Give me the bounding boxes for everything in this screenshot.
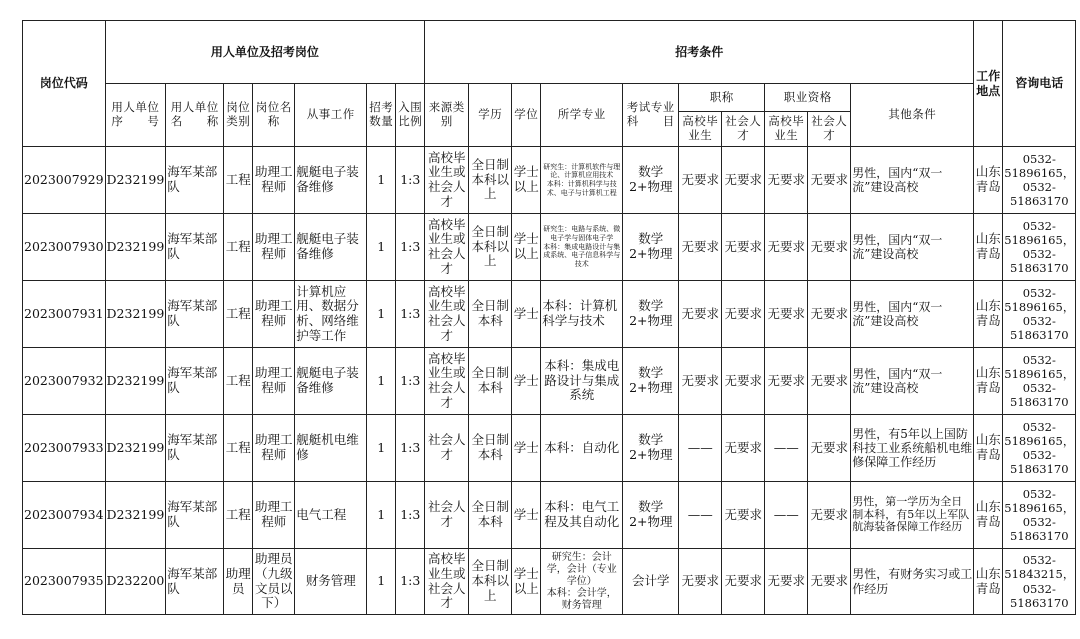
header-source: 来源类别 (425, 84, 469, 147)
cell-qual-grad: 无要求 (765, 549, 808, 615)
cell-qual-grad: 无要求 (765, 147, 808, 214)
cell-name: 海军某部队 (166, 482, 224, 549)
cell-work: 计算机应用、数据分析、网络维护等工作 (295, 281, 367, 348)
table-row (23, 147, 1076, 214)
header-place: 工作地点 (974, 21, 1003, 147)
header-major: 所学专业 (541, 84, 623, 147)
cell-source: 社会人才 (425, 415, 469, 482)
header-qual-grad: 高校毕业生 (765, 112, 808, 147)
cell-post: 助理工程师 (253, 482, 295, 549)
recruitment-table-page (22, 20, 1076, 615)
cell-work: 电气工程 (295, 482, 367, 549)
cell-phone: 0532-51896165，0532-51863170 (1003, 482, 1076, 549)
cell-degree: 学士 (512, 348, 541, 415)
cell-code: 2023007930 (23, 214, 106, 281)
cell-count: 1 (367, 214, 396, 281)
cell-seq: D232199 (105, 482, 166, 549)
table-row (23, 281, 1076, 348)
cell-qual-grad: —— (765, 415, 808, 482)
header-title-social: 社会人才 (722, 112, 765, 147)
header-unit-seq: 用人单位序 号 (105, 84, 166, 147)
cell-title-grad: 无要求 (679, 214, 722, 281)
header-qual-social: 社会人才 (808, 112, 851, 147)
cell-qual-grad: 无要求 (765, 348, 808, 415)
cell-type: 工程 (224, 348, 253, 415)
cell-major: 研究生：电路与系统、微电子学与固体电子学 本科：集成电路设计与集成系统、电子信息科学与技术 (541, 214, 623, 281)
cell-title-social: 无要求 (722, 348, 765, 415)
cell-exam: 数学2+物理 (623, 415, 679, 482)
cell-work: 财务管理 (295, 549, 367, 615)
cell-seq: D232199 (105, 281, 166, 348)
cell-count: 1 (367, 549, 396, 615)
header-work: 从事工作 (295, 84, 367, 147)
cell-phone: 0532-51896165，0532-51863170 (1003, 348, 1076, 415)
cell-place: 山东青岛 (974, 281, 1003, 348)
cell-code: 2023007935 (23, 549, 106, 615)
header-ratio: 入围比例 (396, 84, 425, 147)
cell-qual-social: 无要求 (808, 147, 851, 214)
cell-type: 工程 (224, 415, 253, 482)
cell-other: 男性，国内“双一流”建设高校 (851, 147, 974, 214)
cell-phone: 0532-51896165，0532-51863170 (1003, 214, 1076, 281)
cell-other: 男性，有财务实习或工作经历 (851, 549, 974, 615)
cell-phone: 0532-51843215，0532-51863170 (1003, 549, 1076, 615)
cell-place: 山东青岛 (974, 147, 1003, 214)
cell-edu: 全日制本科以上 (469, 147, 512, 214)
cell-source: 高校毕业生或社会人才 (425, 214, 469, 281)
cell-source: 社会人才 (425, 482, 469, 549)
cell-ratio: 1:3 (396, 415, 425, 482)
cell-major: 本科：电气工程及其自动化 (541, 482, 623, 549)
table-body (23, 147, 1076, 615)
header-count: 招考数量 (367, 84, 396, 147)
cell-code: 2023007929 (23, 147, 106, 214)
cell-name: 海军某部队 (166, 348, 224, 415)
header-qual-group: 职业资格 (765, 84, 851, 112)
cell-place: 山东青岛 (974, 348, 1003, 415)
cell-place: 山东青岛 (974, 214, 1003, 281)
cell-count: 1 (367, 147, 396, 214)
cell-seq: D232199 (105, 147, 166, 214)
cell-source: 高校毕业生或社会人才 (425, 281, 469, 348)
header-title-grad: 高校毕业生 (679, 112, 722, 147)
cell-title-social: 无要求 (722, 147, 765, 214)
cell-title-social: 无要求 (722, 549, 765, 615)
cell-title-social: 无要求 (722, 214, 765, 281)
cell-qual-social: 无要求 (808, 482, 851, 549)
cell-count: 1 (367, 348, 396, 415)
header-other: 其他条件 (851, 84, 974, 147)
cell-seq: D232199 (105, 415, 166, 482)
cell-name: 海军某部队 (166, 147, 224, 214)
cell-post: 助理工程师 (253, 147, 295, 214)
cell-title-social: 无要求 (722, 482, 765, 549)
header-conditions-group: 招考条件 (425, 21, 974, 84)
cell-type: 工程 (224, 482, 253, 549)
cell-name: 海军某部队 (166, 549, 224, 615)
cell-seq: D232199 (105, 348, 166, 415)
cell-title-social: 无要求 (722, 415, 765, 482)
cell-ratio: 1:3 (396, 348, 425, 415)
cell-name: 海军某部队 (166, 214, 224, 281)
cell-exam: 数学2+物理 (623, 348, 679, 415)
cell-post: 助理工程师 (253, 214, 295, 281)
cell-title-social: 无要求 (722, 281, 765, 348)
cell-post: 助理工程师 (253, 415, 295, 482)
cell-code: 2023007933 (23, 415, 106, 482)
cell-type: 工程 (224, 281, 253, 348)
cell-qual-social: 无要求 (808, 549, 851, 615)
table-row (23, 348, 1076, 415)
cell-code: 2023007931 (23, 281, 106, 348)
cell-phone: 0532-51896165，0532-51863170 (1003, 147, 1076, 214)
cell-exam: 数学2+物理 (623, 147, 679, 214)
cell-degree: 学士以上 (512, 214, 541, 281)
cell-degree: 学士 (512, 415, 541, 482)
cell-ratio: 1:3 (396, 549, 425, 615)
cell-qual-social: 无要求 (808, 415, 851, 482)
cell-code: 2023007932 (23, 348, 106, 415)
cell-phone: 0532-51896165，0532-51863170 (1003, 415, 1076, 482)
cell-qual-social: 无要求 (808, 348, 851, 415)
header-title-group: 职称 (679, 84, 765, 112)
cell-place: 山东青岛 (974, 549, 1003, 615)
cell-degree: 学士以上 (512, 549, 541, 615)
cell-exam: 数学2+物理 (623, 482, 679, 549)
table-row (23, 482, 1076, 549)
cell-other: 男性，国内“双一流”建设高校 (851, 348, 974, 415)
recruitment-table (22, 20, 1076, 615)
cell-ratio: 1:3 (396, 281, 425, 348)
cell-work: 舰艇机电维修 (295, 415, 367, 482)
cell-title-grad: 无要求 (679, 147, 722, 214)
cell-ratio: 1:3 (396, 214, 425, 281)
cell-code: 2023007934 (23, 482, 106, 549)
cell-qual-social: 无要求 (808, 214, 851, 281)
header-education: 学历 (469, 84, 512, 147)
cell-type: 工程 (224, 214, 253, 281)
cell-title-grad: 无要求 (679, 549, 722, 615)
cell-exam: 数学2+物理 (623, 281, 679, 348)
cell-count: 1 (367, 415, 396, 482)
cell-other: 男性，国内“双一流”建设高校 (851, 214, 974, 281)
cell-ratio: 1:3 (396, 147, 425, 214)
header-row-2 (23, 84, 1076, 112)
cell-work: 舰艇电子装备维修 (295, 147, 367, 214)
cell-degree: 学士 (512, 482, 541, 549)
table-row (23, 549, 1076, 615)
cell-source: 高校毕业生或社会人才 (425, 549, 469, 615)
cell-seq: D232199 (105, 214, 166, 281)
cell-qual-grad: 无要求 (765, 214, 808, 281)
cell-qual-grad: —— (765, 482, 808, 549)
cell-exam: 数学2+物理 (623, 214, 679, 281)
header-degree: 学位 (512, 84, 541, 147)
cell-other: 男性，第一学历为全日制本科，有5年以上军队航海装备保障工作经历 (851, 482, 974, 549)
header-phone: 咨询电话 (1003, 21, 1076, 147)
cell-type: 工程 (224, 147, 253, 214)
header-post-name: 岗位名称 (253, 84, 295, 147)
cell-other: 男性，有5年以上国防科技工业系统船机电维修保障工作经历 (851, 415, 974, 482)
cell-edu: 全日制本科以上 (469, 549, 512, 615)
cell-exam: 会计学 (623, 549, 679, 615)
table-row (23, 214, 1076, 281)
cell-major: 本科：自动化 (541, 415, 623, 482)
cell-major: 研究生：计算机软件与理论、计算机应用技术 本科：计算机科学与技术、电子与计算机工程 (541, 147, 623, 214)
cell-source: 高校毕业生或社会人才 (425, 348, 469, 415)
cell-edu: 全日制本科 (469, 281, 512, 348)
cell-major: 本科：集成电路设计与集成系统 (541, 348, 623, 415)
header-row-1 (23, 21, 1076, 84)
header-post-type: 岗位类别 (224, 84, 253, 147)
cell-edu: 全日制本科 (469, 348, 512, 415)
cell-place: 山东青岛 (974, 415, 1003, 482)
cell-degree: 学士 (512, 281, 541, 348)
cell-major: 研究生：会计学，会计（专业学位） 本科：会计学，财务管理 (541, 549, 623, 615)
cell-degree: 学士以上 (512, 147, 541, 214)
cell-work: 舰艇电子装备维修 (295, 214, 367, 281)
cell-edu: 全日制本科以上 (469, 214, 512, 281)
cell-major: 本科：计算机科学与技术 (541, 281, 623, 348)
cell-name: 海军某部队 (166, 281, 224, 348)
cell-qual-grad: 无要求 (765, 281, 808, 348)
cell-title-grad: —— (679, 482, 722, 549)
cell-type: 助理员 (224, 549, 253, 615)
cell-work: 舰艇电子装备维修 (295, 348, 367, 415)
header-unit-name: 用人单位名 称 (166, 84, 224, 147)
cell-title-grad: 无要求 (679, 281, 722, 348)
cell-count: 1 (367, 281, 396, 348)
cell-name: 海军某部队 (166, 415, 224, 482)
cell-count: 1 (367, 482, 396, 549)
cell-ratio: 1:3 (396, 482, 425, 549)
cell-post: 助理工程师 (253, 281, 295, 348)
cell-other: 男性，国内“双一流”建设高校 (851, 281, 974, 348)
cell-post: 助理工程师 (253, 348, 295, 415)
cell-qual-social: 无要求 (808, 281, 851, 348)
header-code: 岗位代码 (23, 21, 106, 147)
cell-post: 助理员（九级文员以下） (253, 549, 295, 615)
header-employer-group: 用人单位及招考岗位 (105, 21, 425, 84)
cell-phone: 0532-51896165，0532-51863170 (1003, 281, 1076, 348)
cell-source: 高校毕业生或社会人才 (425, 147, 469, 214)
cell-place: 山东青岛 (974, 482, 1003, 549)
cell-edu: 全日制本科 (469, 482, 512, 549)
cell-seq: D232200 (105, 549, 166, 615)
cell-title-grad: —— (679, 415, 722, 482)
cell-title-grad: 无要求 (679, 348, 722, 415)
header-exam: 考试专业科 目 (623, 84, 679, 147)
cell-edu: 全日制本科 (469, 415, 512, 482)
table-row (23, 415, 1076, 482)
